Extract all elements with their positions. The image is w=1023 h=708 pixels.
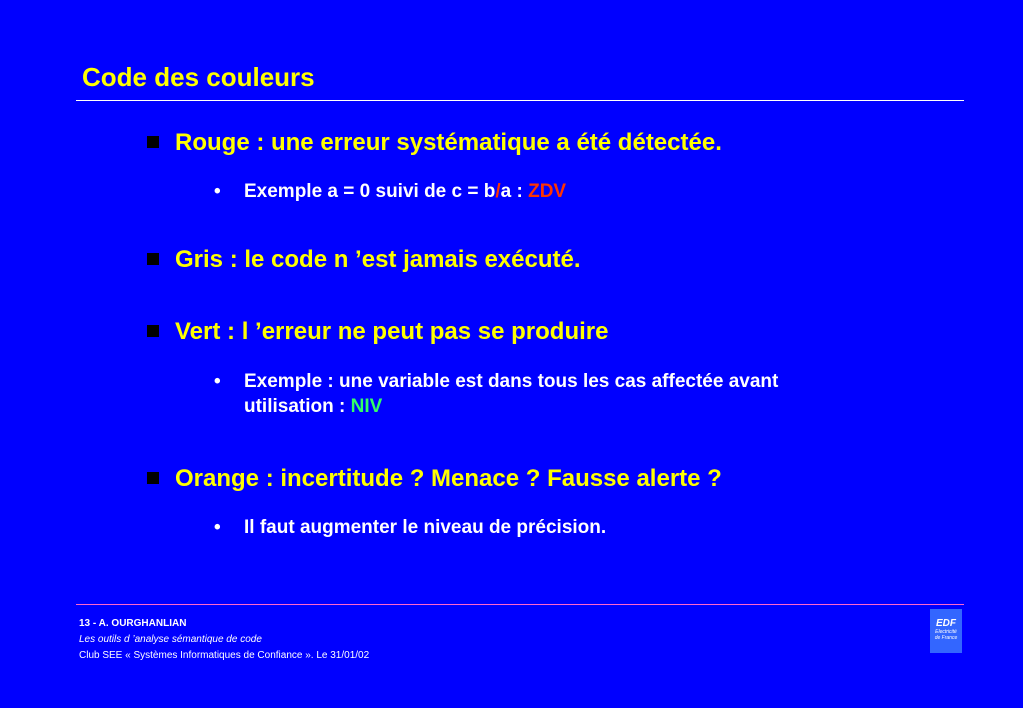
- sub-bullet-rouge-mid: a :: [500, 181, 529, 202]
- bullet-gris-text: Gris : le code n ’est jamais exécuté.: [175, 246, 581, 273]
- square-bullet-icon: [147, 136, 159, 148]
- footer-event: Club SEE « Systèmes Informatiques de Confiance ». Le 31/01/02: [79, 650, 370, 661]
- title-divider: [76, 100, 964, 101]
- sub-bullet-rouge: [214, 179, 566, 204]
- bullet-orange: [147, 465, 722, 493]
- bullet-vert-text: Vert : l ’erreur ne peut pas se produire: [175, 318, 609, 345]
- square-bullet-icon: [147, 325, 159, 337]
- edf-logo: [930, 609, 962, 653]
- footer-divider: [76, 604, 964, 605]
- sub-bullet-vert: [214, 369, 778, 419]
- edf-logo-sub1: Electricité: [935, 629, 957, 635]
- footer-slide-number: 13 - A. OURGHANLIAN: [79, 618, 187, 629]
- footer-subtitle: Les outils d ’analyse sémantique de code: [79, 634, 262, 645]
- dot-bullet-icon: •: [214, 371, 221, 392]
- sub-bullet-orange: [214, 515, 606, 540]
- sub-bullet-rouge-prefix: Exemple a = 0 suivi de c = b: [244, 181, 496, 202]
- square-bullet-icon: [147, 472, 159, 484]
- dot-bullet-icon: •: [214, 181, 221, 202]
- square-bullet-icon: [147, 253, 159, 265]
- sub-bullet-orange-text: Il faut augmenter le niveau de précision.: [244, 517, 607, 538]
- zdv-label: ZDV: [528, 181, 567, 202]
- sub-bullet-vert-line1: Exemple : une variable est dans tous les cas affectée avant: [244, 371, 779, 392]
- slide-title: Code des couleurs: [82, 62, 315, 92]
- sub-bullet-vert-line2: utilisation :: [244, 396, 351, 417]
- bullet-vert: [147, 318, 608, 346]
- bullet-rouge-text: Rouge : une erreur systématique a été détectée.: [175, 129, 722, 156]
- edf-logo-sub2: de France: [934, 635, 958, 641]
- niv-label: NIV: [350, 396, 383, 417]
- sub-bullet-rouge-slash: /: [495, 181, 501, 202]
- bullet-orange-text: Orange : incertitude ? Menace ? Fausse alerte ?: [175, 465, 722, 492]
- bullet-rouge: [147, 129, 722, 157]
- dot-bullet-icon: •: [214, 517, 221, 538]
- edf-logo-brand: EDF: [936, 618, 956, 629]
- bullet-gris: [147, 246, 581, 274]
